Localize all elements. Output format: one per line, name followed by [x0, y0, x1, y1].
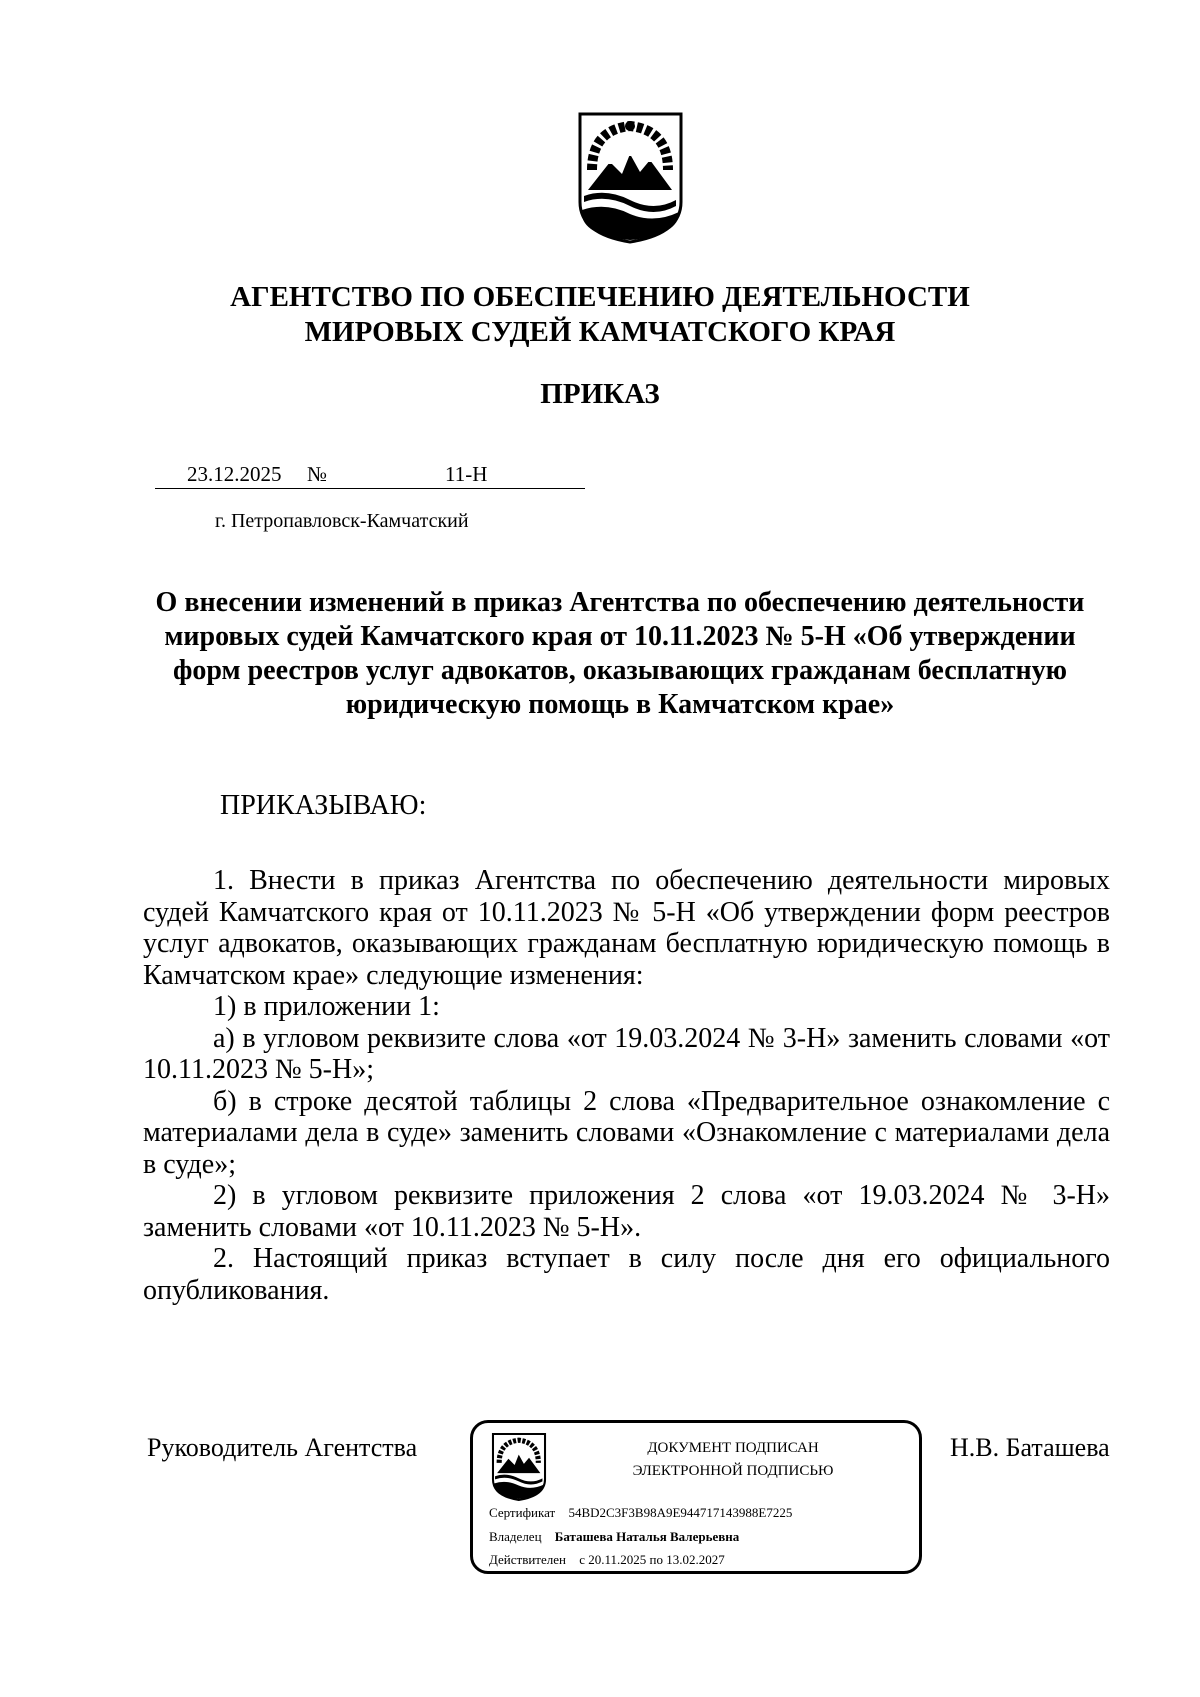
subject-line4: юридическую помощь в Камчатском крае» — [345, 689, 895, 720]
kamchatka-coat-of-arms-icon — [491, 1433, 547, 1501]
paragraph-3: а) в угловом реквизите слова «от 19.03.2024 № 3-Н» заменить словами «от 10.11.2023 № 5-Н»; — [143, 1022, 1110, 1085]
organization-name-line1: АГЕНТСТВО ПО ОБЕСПЕЧЕНИЮ ДЕЯТЕЛЬНОСТИ — [230, 281, 970, 313]
certificate-value: 54BD2C3F3B98A9E944717143988E7225 — [568, 1505, 793, 1520]
document-date: 23.12.2025 — [187, 462, 282, 486]
subject-line1: О внесении изменений в приказ Агентства по обеспечению деятельности — [155, 587, 1085, 618]
city: г. Петропавловск-Камчатский — [215, 510, 469, 532]
validity-value: с 20.11.2025 по 13.02.2027 — [579, 1552, 725, 1567]
kamchatka-coat-of-arms-icon — [578, 112, 683, 244]
validity-label: Действителен — [489, 1552, 566, 1567]
registration-line — [155, 462, 585, 489]
paragraph-2: 1) в приложении 1: — [213, 991, 440, 1022]
paragraph-1: 1. Внести в приказ Агентства по обеспечению деятельности мировых судей Камчатского края от 10.11.2023 № 5-Н «Об утверждении форм реестров услуг адвокатов, оказывающих гражданам бесплатную юридическую помощь в Камчатском крае» следующие изменения: — [143, 865, 1110, 991]
owner-value: Баташева Наталья Валерьевна — [554, 1529, 740, 1544]
paragraph-6: 2. Настоящий приказ вступает в силу после дня его официального опубликования. — [143, 1243, 1110, 1306]
electronic-signature-stamp — [470, 1420, 922, 1574]
stamp-title-line1: ДОКУМЕНТ ПОДПИСАН — [647, 1440, 819, 1456]
subject-line2: мировых судей Камчатского края от 10.11.2023 № 5-Н «Об утверждении — [164, 621, 1076, 652]
paragraph-5: 2) в угловом реквизите приложения 2 слова «от 19.03.2024 № 3-Н» заменить словами «от 10.11.2023 № 5-Н». — [143, 1180, 1110, 1243]
number-sign: № — [307, 462, 328, 486]
paragraph-4: б) в строке десятой таблицы 2 слова «Предварительное ознакомление с материалами дела в суде» заменить словами «Ознакомление с материалами дела в суде»; — [143, 1085, 1110, 1180]
certificate-label: Сертификат — [489, 1505, 556, 1520]
subject-line3: форм реестров услуг адвокатов, оказывающих гражданам бесплатную — [172, 655, 1068, 686]
owner-label: Владелец — [489, 1529, 542, 1544]
stamp-validity-row — [489, 1552, 725, 1568]
signer-position: Руководитель Агентства — [147, 1433, 418, 1462]
stamp-title-line2: ЭЛЕКТРОННОЙ ПОДПИСЬЮ — [632, 1463, 834, 1479]
document-number: 11-Н — [445, 462, 488, 486]
document-subject — [150, 586, 1090, 722]
organization-name-line2: МИРОВЫХ СУДЕЙ КАМЧАТСКОГО КРАЯ — [304, 316, 896, 348]
stamp-certificate-row — [489, 1505, 792, 1521]
signer-name: Н.В. Баташева — [950, 1433, 1110, 1462]
stamp-title — [563, 1437, 903, 1483]
stamp-owner-row — [489, 1529, 739, 1545]
order-word: ПРИКАЗЫВАЮ: — [220, 790, 427, 821]
document-type: ПРИКАЗ — [540, 378, 660, 410]
document-body — [143, 865, 1110, 1306]
organization-name — [0, 280, 1200, 350]
